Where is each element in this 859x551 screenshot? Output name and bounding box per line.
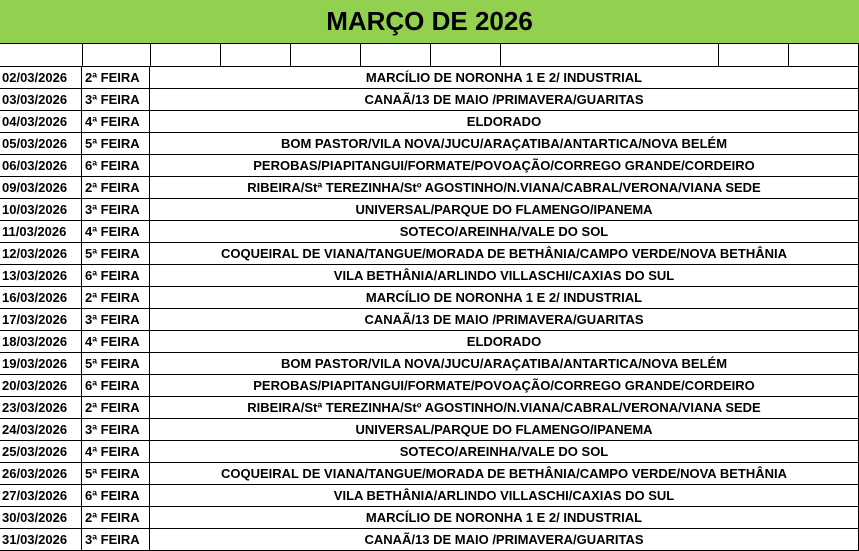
- neighborhoods-cell: UNIVERSAL/PARQUE DO FLAMENGO/IPANEMA: [150, 199, 859, 220]
- schedule-table: [0, 67, 859, 551]
- date-cell: 11/03/2026: [0, 221, 82, 242]
- empty-cell: [83, 44, 151, 67]
- table-row: [0, 67, 859, 89]
- weekday-cell: 3ª FEIRA: [82, 199, 150, 220]
- date-cell: 02/03/2026: [0, 67, 82, 88]
- empty-cell: [151, 44, 221, 67]
- neighborhoods-cell: SOTECO/AREINHA/VALE DO SOL: [150, 221, 859, 242]
- neighborhoods-cell: VILA BETHÂNIA/ARLINDO VILLASCHI/CAXIAS DO SUL: [150, 265, 859, 286]
- neighborhoods-cell: MARCÍLIO DE NORONHA 1 E 2/ INDUSTRIAL: [150, 287, 859, 308]
- weekday-cell: 2ª FEIRA: [82, 507, 150, 528]
- weekday-cell: 6ª FEIRA: [82, 375, 150, 396]
- table-row: [0, 419, 859, 441]
- weekday-cell: 3ª FEIRA: [82, 419, 150, 440]
- table-row: [0, 111, 859, 133]
- date-cell: 19/03/2026: [0, 353, 82, 374]
- table-row: [0, 265, 859, 287]
- neighborhoods-cell: RIBEIRA/Stª TEREZINHA/Stº AGOSTINHO/N.VIANA/CABRAL/VERONA/VIANA SEDE: [150, 177, 859, 198]
- table-row: [0, 375, 859, 397]
- table-row: [0, 507, 859, 529]
- neighborhoods-cell: BOM PASTOR/VILA NOVA/JUCU/ARAÇATIBA/ANTARTICA/NOVA BELÉM: [150, 353, 859, 374]
- table-row: [0, 485, 859, 507]
- weekday-cell: 4ª FEIRA: [82, 221, 150, 242]
- empty-cell: [361, 44, 431, 67]
- neighborhoods-cell: VILA BETHÂNIA/ARLINDO VILLASCHI/CAXIAS DO SUL: [150, 485, 859, 506]
- neighborhoods-cell: CANAÃ/13 DE MAIO /PRIMAVERA/GUARITAS: [150, 309, 859, 330]
- table-row: [0, 309, 859, 331]
- table-row: [0, 177, 859, 199]
- date-cell: 26/03/2026: [0, 463, 82, 484]
- date-cell: 17/03/2026: [0, 309, 82, 330]
- weekday-cell: 4ª FEIRA: [82, 111, 150, 132]
- neighborhoods-cell: RIBEIRA/Stª TEREZINHA/Stº AGOSTINHO/N.VIANA/CABRAL/VERONA/VIANA SEDE: [150, 397, 859, 418]
- empty-cell: [431, 44, 501, 67]
- weekday-cell: 2ª FEIRA: [82, 67, 150, 88]
- date-cell: 10/03/2026: [0, 199, 82, 220]
- neighborhoods-cell: CANAÃ/13 DE MAIO /PRIMAVERA/GUARITAS: [150, 89, 859, 110]
- weekday-cell: 4ª FEIRA: [82, 441, 150, 462]
- neighborhoods-cell: COQUEIRAL DE VIANA/TANGUE/MORADA DE BETHÂNIA/CAMPO VERDE/NOVA BETHÂNIA: [150, 243, 859, 264]
- date-cell: 09/03/2026: [0, 177, 82, 198]
- empty-cell: [501, 44, 719, 67]
- neighborhoods-cell: ELDORADO: [150, 331, 859, 352]
- neighborhoods-cell: UNIVERSAL/PARQUE DO FLAMENGO/IPANEMA: [150, 419, 859, 440]
- page-title: MARÇO DE 2026: [0, 0, 859, 44]
- weekday-cell: 5ª FEIRA: [82, 133, 150, 154]
- date-cell: 27/03/2026: [0, 485, 82, 506]
- table-row: [0, 89, 859, 111]
- table-row: [0, 133, 859, 155]
- neighborhoods-cell: ELDORADO: [150, 111, 859, 132]
- weekday-cell: 3ª FEIRA: [82, 309, 150, 330]
- date-cell: 05/03/2026: [0, 133, 82, 154]
- table-row: [0, 287, 859, 309]
- table-row: [0, 397, 859, 419]
- table-row: [0, 441, 859, 463]
- date-cell: 31/03/2026: [0, 529, 82, 550]
- date-cell: 06/03/2026: [0, 155, 82, 176]
- date-cell: 03/03/2026: [0, 89, 82, 110]
- table-row: [0, 353, 859, 375]
- empty-cell: [0, 44, 83, 67]
- date-cell: 16/03/2026: [0, 287, 82, 308]
- neighborhoods-cell: MARCÍLIO DE NORONHA 1 E 2/ INDUSTRIAL: [150, 67, 859, 88]
- neighborhoods-cell: SOTECO/AREINHA/VALE DO SOL: [150, 441, 859, 462]
- weekday-cell: 3ª FEIRA: [82, 89, 150, 110]
- weekday-cell: 5ª FEIRA: [82, 353, 150, 374]
- weekday-cell: 5ª FEIRA: [82, 463, 150, 484]
- weekday-cell: 2ª FEIRA: [82, 397, 150, 418]
- weekday-cell: 2ª FEIRA: [82, 287, 150, 308]
- date-cell: 13/03/2026: [0, 265, 82, 286]
- table-row: [0, 221, 859, 243]
- table-row: [0, 331, 859, 353]
- date-cell: 04/03/2026: [0, 111, 82, 132]
- date-cell: 25/03/2026: [0, 441, 82, 462]
- weekday-cell: 3ª FEIRA: [82, 529, 150, 550]
- weekday-cell: 6ª FEIRA: [82, 485, 150, 506]
- neighborhoods-cell: MARCÍLIO DE NORONHA 1 E 2/ INDUSTRIAL: [150, 507, 859, 528]
- date-cell: 18/03/2026: [0, 331, 82, 352]
- empty-cell: [719, 44, 789, 67]
- table-row: [0, 243, 859, 265]
- weekday-cell: 4ª FEIRA: [82, 331, 150, 352]
- weekday-cell: 2ª FEIRA: [82, 177, 150, 198]
- weekday-cell: 5ª FEIRA: [82, 243, 150, 264]
- date-cell: 20/03/2026: [0, 375, 82, 396]
- table-row: [0, 155, 859, 177]
- empty-header-row: [0, 44, 859, 67]
- table-row: [0, 463, 859, 485]
- empty-cell: [291, 44, 361, 67]
- neighborhoods-cell: COQUEIRAL DE VIANA/TANGUE/MORADA DE BETHÂNIA/CAMPO VERDE/NOVA BETHÂNIA: [150, 463, 859, 484]
- neighborhoods-cell: PEROBAS/PIAPITANGUI/FORMATE/POVOAÇÃO/CORREGO GRANDE/CORDEIRO: [150, 155, 859, 176]
- date-cell: 23/03/2026: [0, 397, 82, 418]
- weekday-cell: 6ª FEIRA: [82, 265, 150, 286]
- table-row: [0, 199, 859, 221]
- empty-cell: [789, 44, 859, 67]
- empty-cell: [221, 44, 291, 67]
- neighborhoods-cell: BOM PASTOR/VILA NOVA/JUCU/ARAÇATIBA/ANTARTICA/NOVA BELÉM: [150, 133, 859, 154]
- neighborhoods-cell: CANAÃ/13 DE MAIO /PRIMAVERA/GUARITAS: [150, 529, 859, 550]
- date-cell: 12/03/2026: [0, 243, 82, 264]
- table-row: [0, 529, 859, 551]
- date-cell: 30/03/2026: [0, 507, 82, 528]
- date-cell: 24/03/2026: [0, 419, 82, 440]
- weekday-cell: 6ª FEIRA: [82, 155, 150, 176]
- neighborhoods-cell: PEROBAS/PIAPITANGUI/FORMATE/POVOAÇÃO/CORREGO GRANDE/CORDEIRO: [150, 375, 859, 396]
